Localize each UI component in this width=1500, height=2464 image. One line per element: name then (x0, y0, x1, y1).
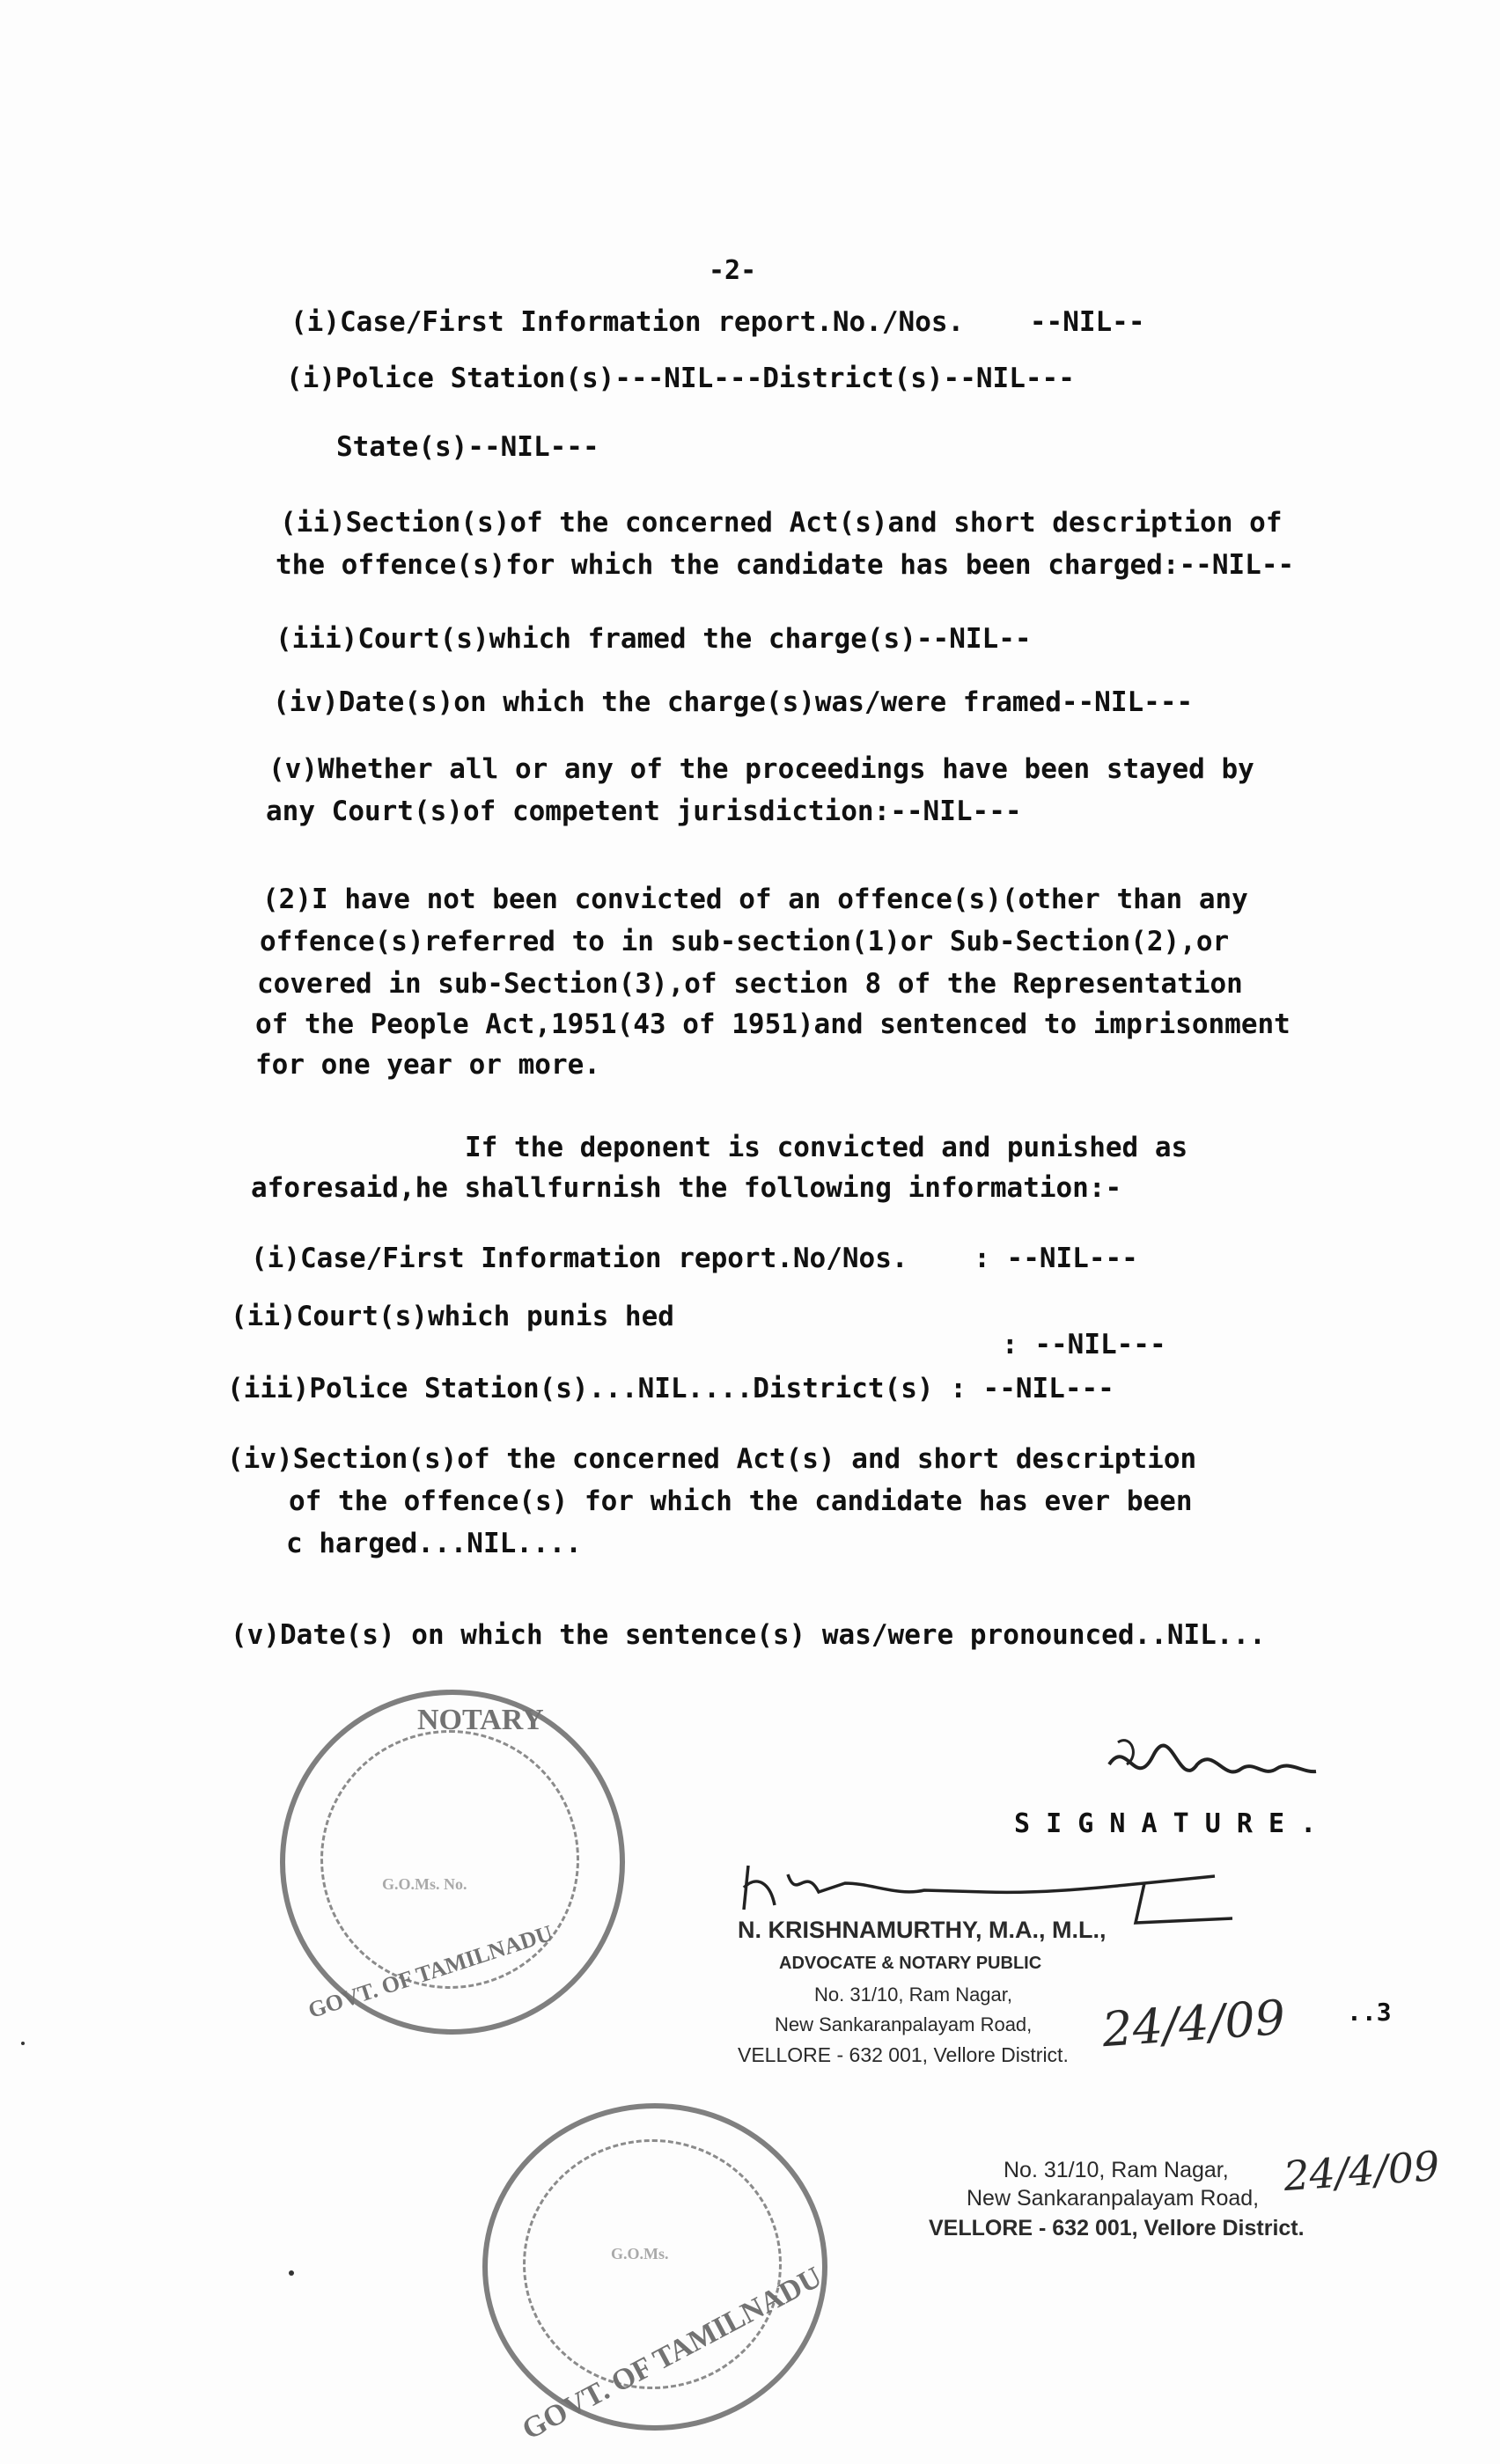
lower-seal-bottom-text: GOVT. OF TAMILNADU (517, 2261, 827, 2446)
section-desc-line-1: (ii)Section(s)of the concerned Act(s)and short description of (280, 507, 1283, 539)
sentence-date-line: (v)Date(s) on which the sentence(s) was/were pronounced..NIL... (231, 1619, 1266, 1651)
notary-address-3: VELLORE - 632 001, Vellore District. (738, 2043, 1069, 2066)
police-station-line: (i)Police Station(s)---NIL---District(s)--NIL--- (286, 363, 1075, 394)
deponent-signature (1100, 1729, 1320, 1808)
case-fir-line: (i)Case/First Information report.No./Nos. --NIL-- (290, 306, 1145, 338)
notary-title: ADVOCATE & NOTARY PUBLIC (779, 1954, 1042, 1973)
page-number: -2- (709, 255, 757, 286)
convicted-police-line: (iii)Police Station(s)...NIL....District(s) : --NIL--- (227, 1373, 1114, 1404)
scan-speck (21, 2042, 25, 2045)
scan-speck (289, 2270, 294, 2276)
court-line: (iii)Court(s)which framed the charge(s)--NIL-- (276, 623, 1032, 655)
convicted-section-line-3: c harged...NIL.... (286, 1528, 582, 1559)
notary-date: 24/4/09 (1100, 1989, 1288, 2058)
deponent-intro-2: aforesaid,he shallfurnish the following information:- (251, 1172, 1122, 1204)
seal-bottom-text: GOVT. OF TAMILNADU (305, 1919, 556, 2024)
convicted-section-line-2: of the offence(s) for which the candidate has ever been (289, 1485, 1193, 1517)
convicted-case-fir-line: (i)Case/First Information report.No/Nos. : --NIL--- (251, 1243, 1138, 1274)
notary-seal (280, 1690, 625, 2035)
convicted-line-5: for one year or more. (255, 1049, 600, 1081)
lower-seal-inner-text: G.O.Ms. (611, 2245, 669, 2262)
seal-top-text: NOTARY (417, 1704, 544, 1736)
notary-name: N. KRISHNAMURTHY, M.A., M.L., (738, 1917, 1107, 1943)
punished-court-line: (ii)Court(s)which punis hed (231, 1301, 674, 1332)
date-framed-line: (iv)Date(s)on which the charge(s)was/were framed--NIL--- (273, 686, 1194, 718)
stayed-line-1: (v)Whether all or any of the proceedings have been stayed by (268, 753, 1254, 785)
convicted-line-3: covered in sub-Section(3),of section 8 of the Representation (257, 968, 1243, 1000)
convicted-line-4: of the People Act,1951(43 of 1951)and sentenced to imprisonment (255, 1008, 1290, 1040)
lower-stamp-address-2: New Sankaranpalayam Road, (967, 2186, 1260, 2211)
state-line: State(s)--NIL--- (336, 431, 599, 463)
signature-label: S I G N A T U R E . (1014, 1808, 1317, 1839)
page-continuation: ..3 (1347, 1998, 1392, 2027)
section-desc-line-2: the offence(s)for which the candidate has been charged:--NIL-- (276, 549, 1295, 581)
punished-court-value: : --NIL--- (1002, 1329, 1166, 1360)
notary-address-2: New Sankaranpalayam Road, (775, 2013, 1033, 2035)
seal-inner-text: G.O.Ms. No. (382, 1875, 467, 1893)
convicted-line-1: (2)I have not been convicted of an offence(s)(other than any (262, 884, 1248, 915)
stayed-line-2: any Court(s)of competent jurisdiction:--NIL--- (266, 796, 1022, 827)
lower-stamp-date: 24/4/09 (1282, 2141, 1442, 2201)
lower-stamp-address-1: No. 31/10, Ram Nagar, (1004, 2158, 1229, 2182)
convicted-section-line-1: (iv)Section(s)of the concerned Act(s) and short description (227, 1443, 1197, 1475)
lower-stamp-address-3: VELLORE - 632 001, Vellore District. (929, 2216, 1305, 2240)
notary-address-1: No. 31/10, Ram Nagar, (814, 1984, 1013, 2006)
deponent-intro-1: If the deponent is convicted and punished as (465, 1132, 1188, 1163)
convicted-line-2: offence(s)referred to in sub-section(1)or Sub-Section(2),or (260, 926, 1230, 957)
lower-seal (482, 2103, 827, 2446)
